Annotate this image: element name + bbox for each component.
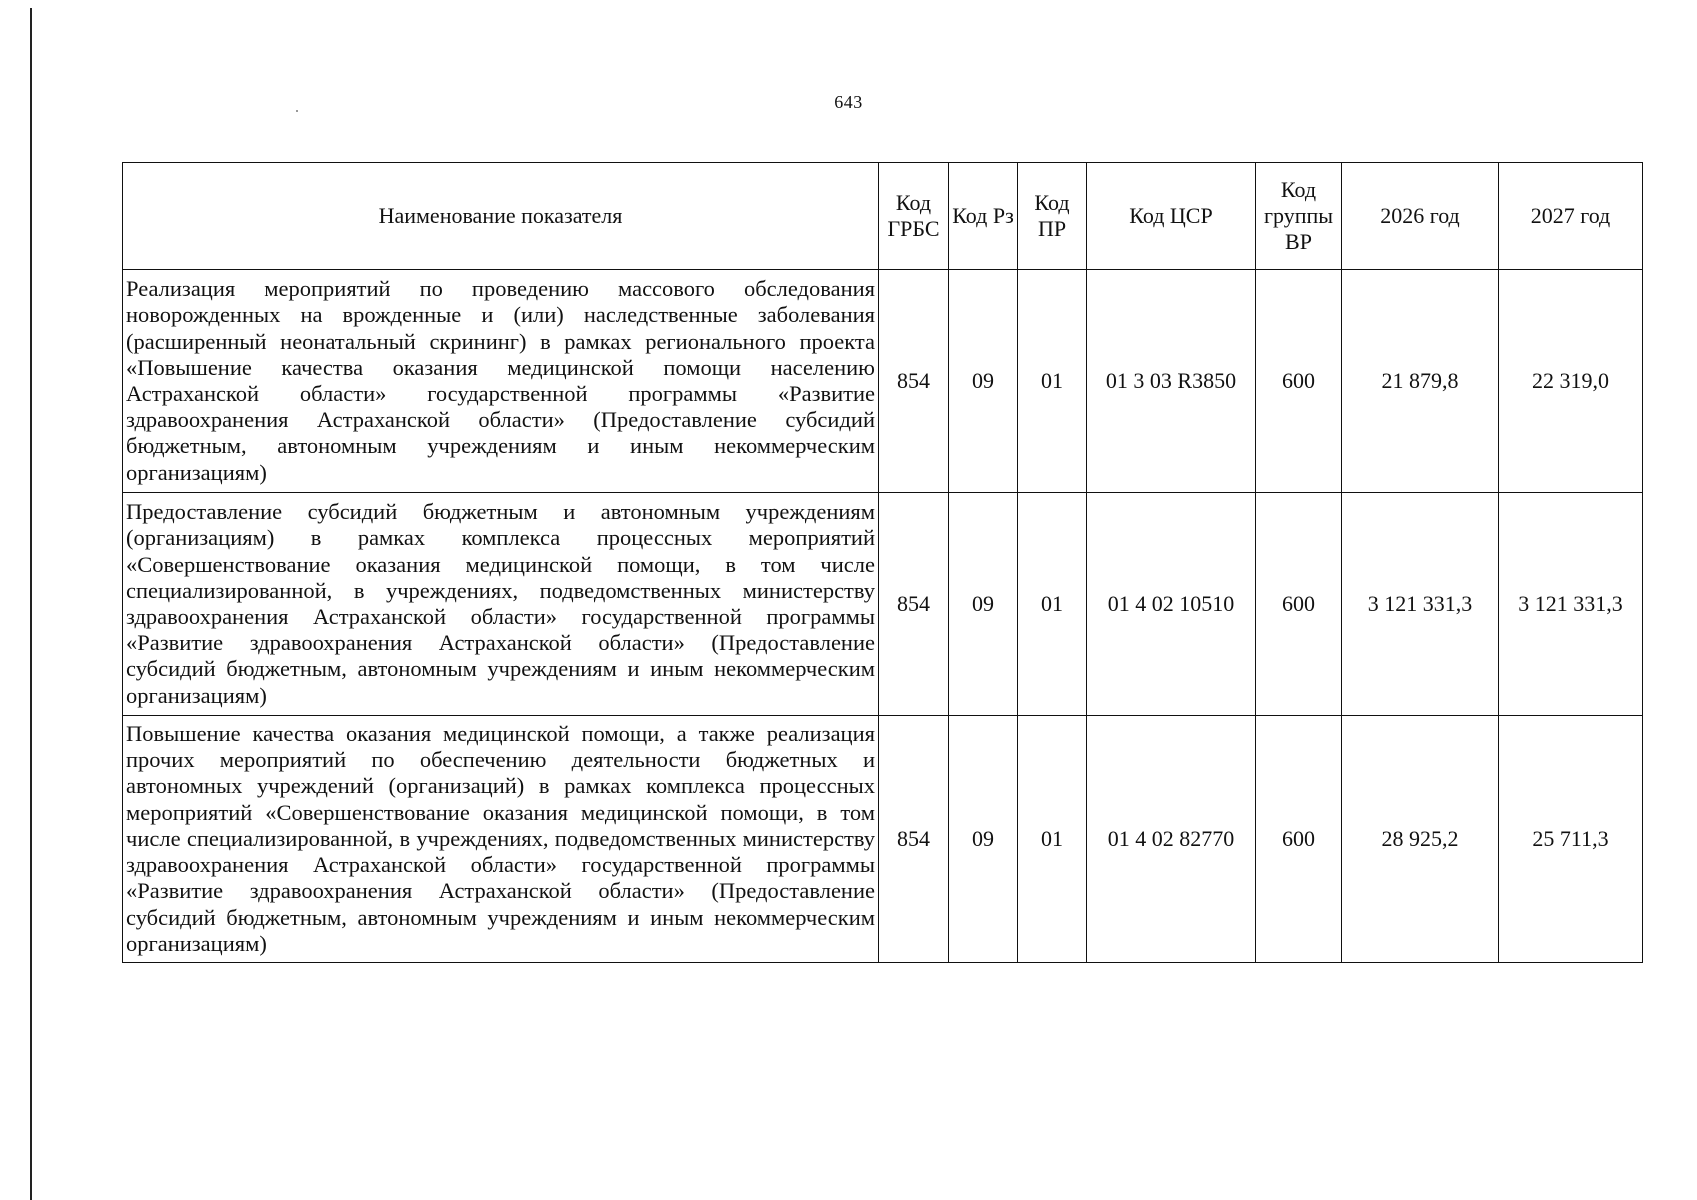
row-2027: 3 121 331,3 [1499, 493, 1643, 716]
row-pr: 01 [1018, 493, 1087, 716]
header-vr: Код группы ВР [1256, 163, 1342, 270]
table-header-row [123, 163, 1643, 270]
row-csr: 01 4 02 10510 [1087, 493, 1256, 716]
header-csr: Код ЦСР [1087, 163, 1256, 270]
row-csr: 01 3 03 R3850 [1087, 270, 1256, 493]
row-2026: 28 925,2 [1342, 716, 1499, 963]
row-vr: 600 [1256, 716, 1342, 963]
page-number: 643 [834, 92, 863, 112]
row-2026: 21 879,8 [1342, 270, 1499, 493]
header-2026: 2026 год [1342, 163, 1499, 270]
header-name: Наименование показателя [123, 163, 879, 270]
table-row [123, 716, 1643, 963]
row-2027: 25 711,3 [1499, 716, 1643, 963]
budget-table [122, 162, 1643, 963]
row-rz: 09 [949, 716, 1018, 963]
row-csr: 01 4 02 82770 [1087, 716, 1256, 963]
row-2026: 3 121 331,3 [1342, 493, 1499, 716]
binding-margin-line [30, 8, 32, 1200]
table-row [123, 270, 1643, 493]
row-name: Повышение качества оказания медицинской помощи, а также реализация прочих мероприятий по обеспечению деятельности бюджетных и автономных учреждений (организаций) в рамках комплекса процессных мероприятий «Совершенствование оказания медицинской помощи, в том числе специализированной, в учреждениях, подведомственных министерству здравоохранения Астраханской области» государственной программы «Развитие здравоохранения Астраханской области» (Предоставление субсидий бюджетным, автономным учреждениям и иным некоммерческим организациям) [123, 716, 879, 963]
header-pr: Код ПР [1018, 163, 1087, 270]
header-2027: 2027 год [1499, 163, 1643, 270]
row-pr: 01 [1018, 270, 1087, 493]
row-name: Предоставление субсидий бюджетным и автономным учреждениям (организациям) в рамках комплекса процессных мероприятий «Совершенствование оказания медицинской помощи, в том числе специализированной, в учреждениях, подведомственных министерству здравоохранения Астраханской области» государственной программы «Развитие здравоохранения Астраханской области» (Предоставление субсидий бюджетным, автономным учреждениям и иным некоммерческим организациям) [123, 493, 879, 716]
row-2027: 22 319,0 [1499, 270, 1643, 493]
row-grbs: 854 [879, 716, 949, 963]
row-rz: 09 [949, 270, 1018, 493]
row-rz: 09 [949, 493, 1018, 716]
row-grbs: 854 [879, 493, 949, 716]
row-vr: 600 [1256, 270, 1342, 493]
row-pr: 01 [1018, 716, 1087, 963]
table-row [123, 493, 1643, 716]
row-grbs: 854 [879, 270, 949, 493]
header-rz: Код Рз [949, 163, 1018, 270]
header-grbs: Код ГРБС [879, 163, 949, 270]
row-vr: 600 [1256, 493, 1342, 716]
row-name: Реализация мероприятий по проведению массового обследования новорожденных на врожденные и (или) наследственные заболевания (расширенный неонатальный скрининг) в рамках регионального проекта «Повышение качества оказания медицинской помощи населению Астраханской области» государственной программы «Развитие здравоохранения Астраханской области» (Предоставление субсидий бюджетным, автономным учреждениям и иным некоммерческим организациям) [123, 270, 879, 493]
